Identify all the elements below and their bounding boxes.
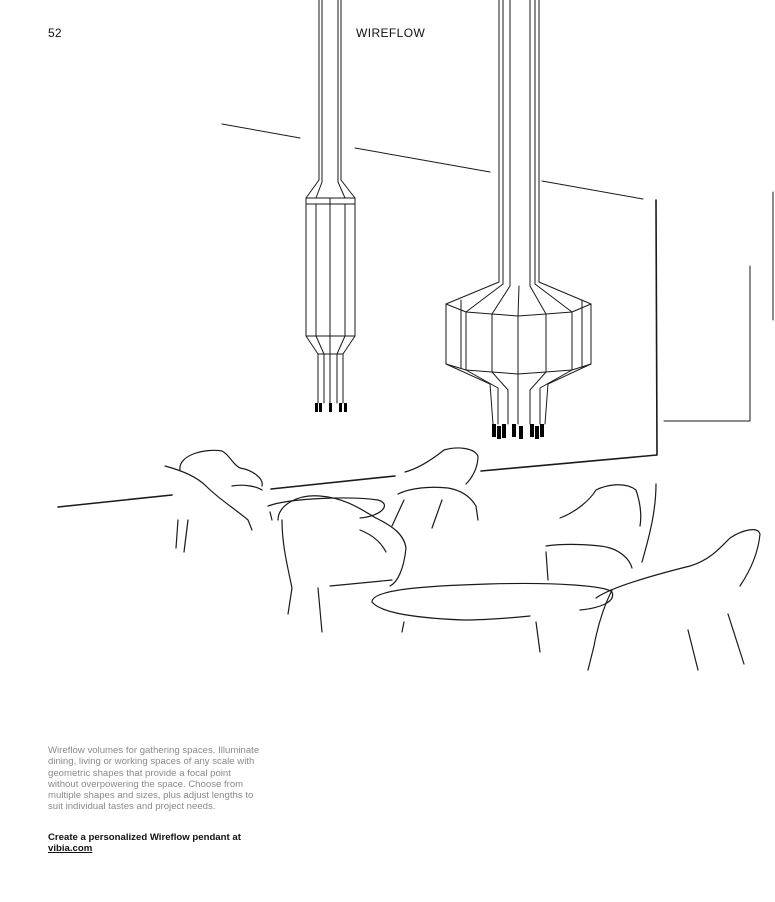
pendant-lamp-tall [306, 0, 355, 412]
pendant-lamp-large [446, 0, 591, 439]
page-number: 52 [48, 26, 62, 40]
cta-text: Create a personalized Wireflow pendant at [48, 832, 241, 843]
vibia-link[interactable]: vibia.com [48, 843, 93, 855]
furniture [165, 448, 760, 670]
description-paragraph: Wireflow volumes for gathering spaces. Illuminate dining, living or working spaces of any scale with geometric shapes that provide a focal point without overpowering the space. Choose from multiple shapes and sizes, plus adjust lengths to suit individual tastes and project needs. [48, 745, 260, 813]
page-title: WIREFLOW [356, 26, 426, 40]
call-to-action [48, 832, 278, 855]
room-lines [58, 124, 773, 507]
